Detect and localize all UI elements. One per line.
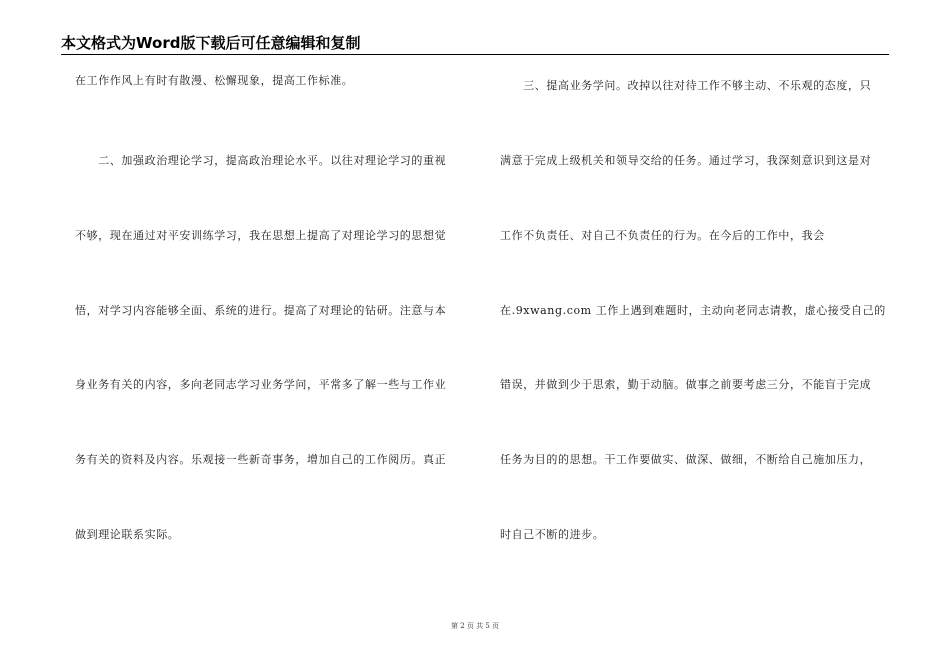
text-line: 做到理论联系实际。	[75, 528, 180, 541]
text-line: 在工作作风上有时有散漫、松懈现象，提高工作标准。	[75, 74, 354, 87]
text-line: 在.9xwang.com 工作上遇到难题时，主动向老同志请教，虚心接受自己的	[500, 304, 886, 317]
text-line: 不够，现在通过对平安训练学习，我在思想上提高了对理论学习的思想觉	[75, 229, 447, 242]
text-line: 二、加强政治理论学习，提高政治理论水平。以往对理论学习的重视	[75, 154, 447, 167]
text-line: 悟，对学习内容能够全面、系统的进行。提高了对理论的钻研。注意与本	[75, 304, 447, 317]
document-header-title: 本文格式为Word版下载后可任意编辑和复制	[61, 34, 361, 52]
text-line: 满意于完成上级机关和领导交给的任务。通过学习，我深刻意识到这是对	[500, 154, 872, 167]
text-line: 三、提高业务学问。改掉以往对待工作不够主动、不乐观的态度，只	[500, 79, 872, 92]
page-number-footer: 第 2 页 共 5 页	[450, 622, 500, 630]
text-line: 务有关的资料及内容。乐观接一些新奇事务，增加自己的工作阅历。真正	[75, 453, 447, 466]
text-line: 工作不负责任、对自己不负责任的行为。在今后的工作中，我会	[500, 229, 825, 242]
text-line: 身业务有关的内容，多向老同志学习业务学问，平常多了解一些与工作业	[75, 378, 447, 391]
text-line: 任务为目的的思想。干工作要做实、做深、做细，不断给自己施加压力，	[500, 453, 872, 466]
text-line: 错误，并做到少于思索，勤于动脑。做事之前要考虑三分，不能盲于完成	[500, 378, 872, 391]
text-line: 时自己不断的进步。	[500, 528, 605, 541]
header-divider	[61, 54, 889, 55]
